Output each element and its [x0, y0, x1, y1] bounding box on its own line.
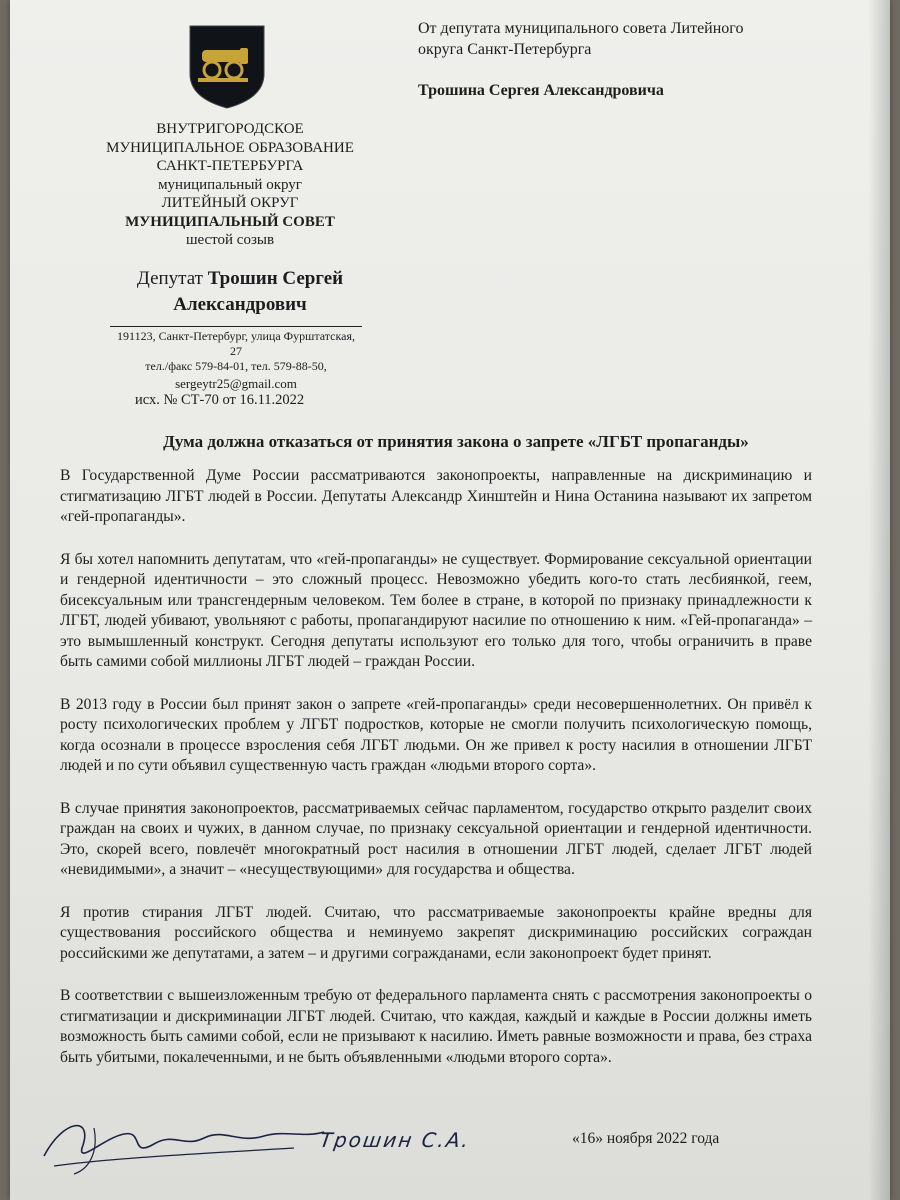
sender-block	[418, 18, 828, 60]
deputy-prefix: Депутат	[136, 268, 203, 289]
deputy-name-line2: Александрович	[173, 294, 307, 315]
body-paragraph: Я против стирания ЛГБТ людей. Считаю, что рассматриваемые законопроекты крайне вредны для существования российского общества и неминуемо закрепят дискриминацию российских сограждан российскими же депутатами, а затем – и другими согражданами, если законопроект будет принят.	[60, 903, 812, 962]
org-line: муниципальный округ	[158, 176, 302, 193]
org-convocation: шестой созыв	[185, 232, 275, 248]
deputy-name-block	[70, 266, 410, 318]
letter-title: Дума должна отказаться от принятия закона о запрете «ЛГБТ пропаганды»	[163, 432, 749, 451]
letter-body	[60, 466, 812, 1090]
org-line: МУНИЦИПАЛЬНОЕ ОБРАЗОВАНИЕ	[106, 139, 354, 156]
header-divider	[110, 326, 362, 327]
sender-line2: округа Санкт-Петербурга	[418, 41, 592, 58]
municipal-council-header	[70, 120, 390, 250]
phones: тел./факс 579-84-01, тел. 579-88-50,	[145, 359, 327, 373]
letter-date: «16» ноября 2022 года	[572, 1130, 720, 1147]
body-paragraph: В 2013 году в России был принят закон о запрете «гей-пропаганды» среди несовершеннолетних. Он привёл к росту психологических проблем у ЛГБТ подростков, которые не смогли получить психологическую помощь, когда осознали в процессе взросления себя ЛГБТ людьми. Он же привел к росту насилия в отношении ЛГБТ людей и по сути объявил существенную часть граждан «людьми второго сорта».	[60, 695, 812, 774]
handwritten-signature	[34, 1108, 334, 1178]
email: sergeytr25@gmail.com	[175, 376, 297, 391]
org-council-name: МУНИЦИПАЛЬНЫЙ СОВЕТ	[125, 213, 335, 230]
org-line: ЛИТЕЙНЫЙ ОКРУГ	[161, 195, 299, 211]
body-paragraph: В Государственной Думе России рассматриваются законопроекты, направленные на дискриминацию и стигматизацию ЛГБТ людей в России. Депутаты Александр Хинштейн и Нина Останина называют их запретом «гей-пропаганды».	[60, 467, 812, 525]
paper-edge-shadow	[868, 0, 890, 1200]
contact-block	[110, 329, 362, 391]
signature-name: Трошин С.А.	[318, 1128, 472, 1152]
body-paragraph: Я бы хотел напомнить депутатам, что «гей-пропаганды» не существует. Формирование сексуальной ориентации и гендерной идентичности – это сложный процесс. Невозможно убедить кого-то стать лесбиянкой, геем, бисексуальным или трансгендерным человеком. Тем более в стране, в которой по признаку принадлежности к ЛГБТ, людей убивают, увольняют с работы, пропагандируют насилие по отношению к ним. «Гей-пропаганда» – это вымышленный конструкт. Сегодня депутаты используют его только для того, чтобы ограничить в праве быть самими собой миллионы ЛГБТ людей – граждан России.	[60, 550, 812, 670]
coat-of-arms-icon	[188, 24, 266, 110]
address: 191123, Санкт-Петербург, улица Фурштатская, 27	[117, 329, 355, 358]
body-paragraph: В соответствии с вышеизложенным требую от федерального парламента снять с рассмотрения законопроекты о стигматизации и дискриминации ЛГБТ людей. Считаю, что каждая, каждый и каждые в России должны иметь возможность быть самими собой, если не призывают к насилию. Иметь равные возможности и права, без страха быть убитыми, покалеченными, и не быть объявленными «людьми второго сорта».	[60, 987, 812, 1066]
letter-sheet	[10, 0, 890, 1200]
sender-name: Трошина Сергея Александровича	[418, 82, 664, 99]
body-paragraph: В случае принятия законопроектов, рассматриваемых сейчас парламентом, государство открыто разделит своих граждан на своих и чужих, в данном случае, по признаку сексуальной ориентации и гендерной идентичности. Это, скорей всего, повлечёт многократный рост насилия в отношении ЛГБТ людей, сделает ЛГБТ людей «невидимыми», а значит – «несуществующими» для государства и общества.	[60, 799, 812, 878]
outgoing-reference: исх. № СТ-70 от 16.11.2022	[135, 392, 305, 408]
org-line: САНКТ-ПЕТЕРБУРГА	[156, 158, 304, 174]
org-line: ВНУТРИГОРОДСКОЕ	[156, 121, 304, 137]
deputy-name-line1: Трошин Сергей	[207, 268, 344, 289]
sender-line1: От депутата муниципального совета Литейного	[418, 20, 744, 37]
